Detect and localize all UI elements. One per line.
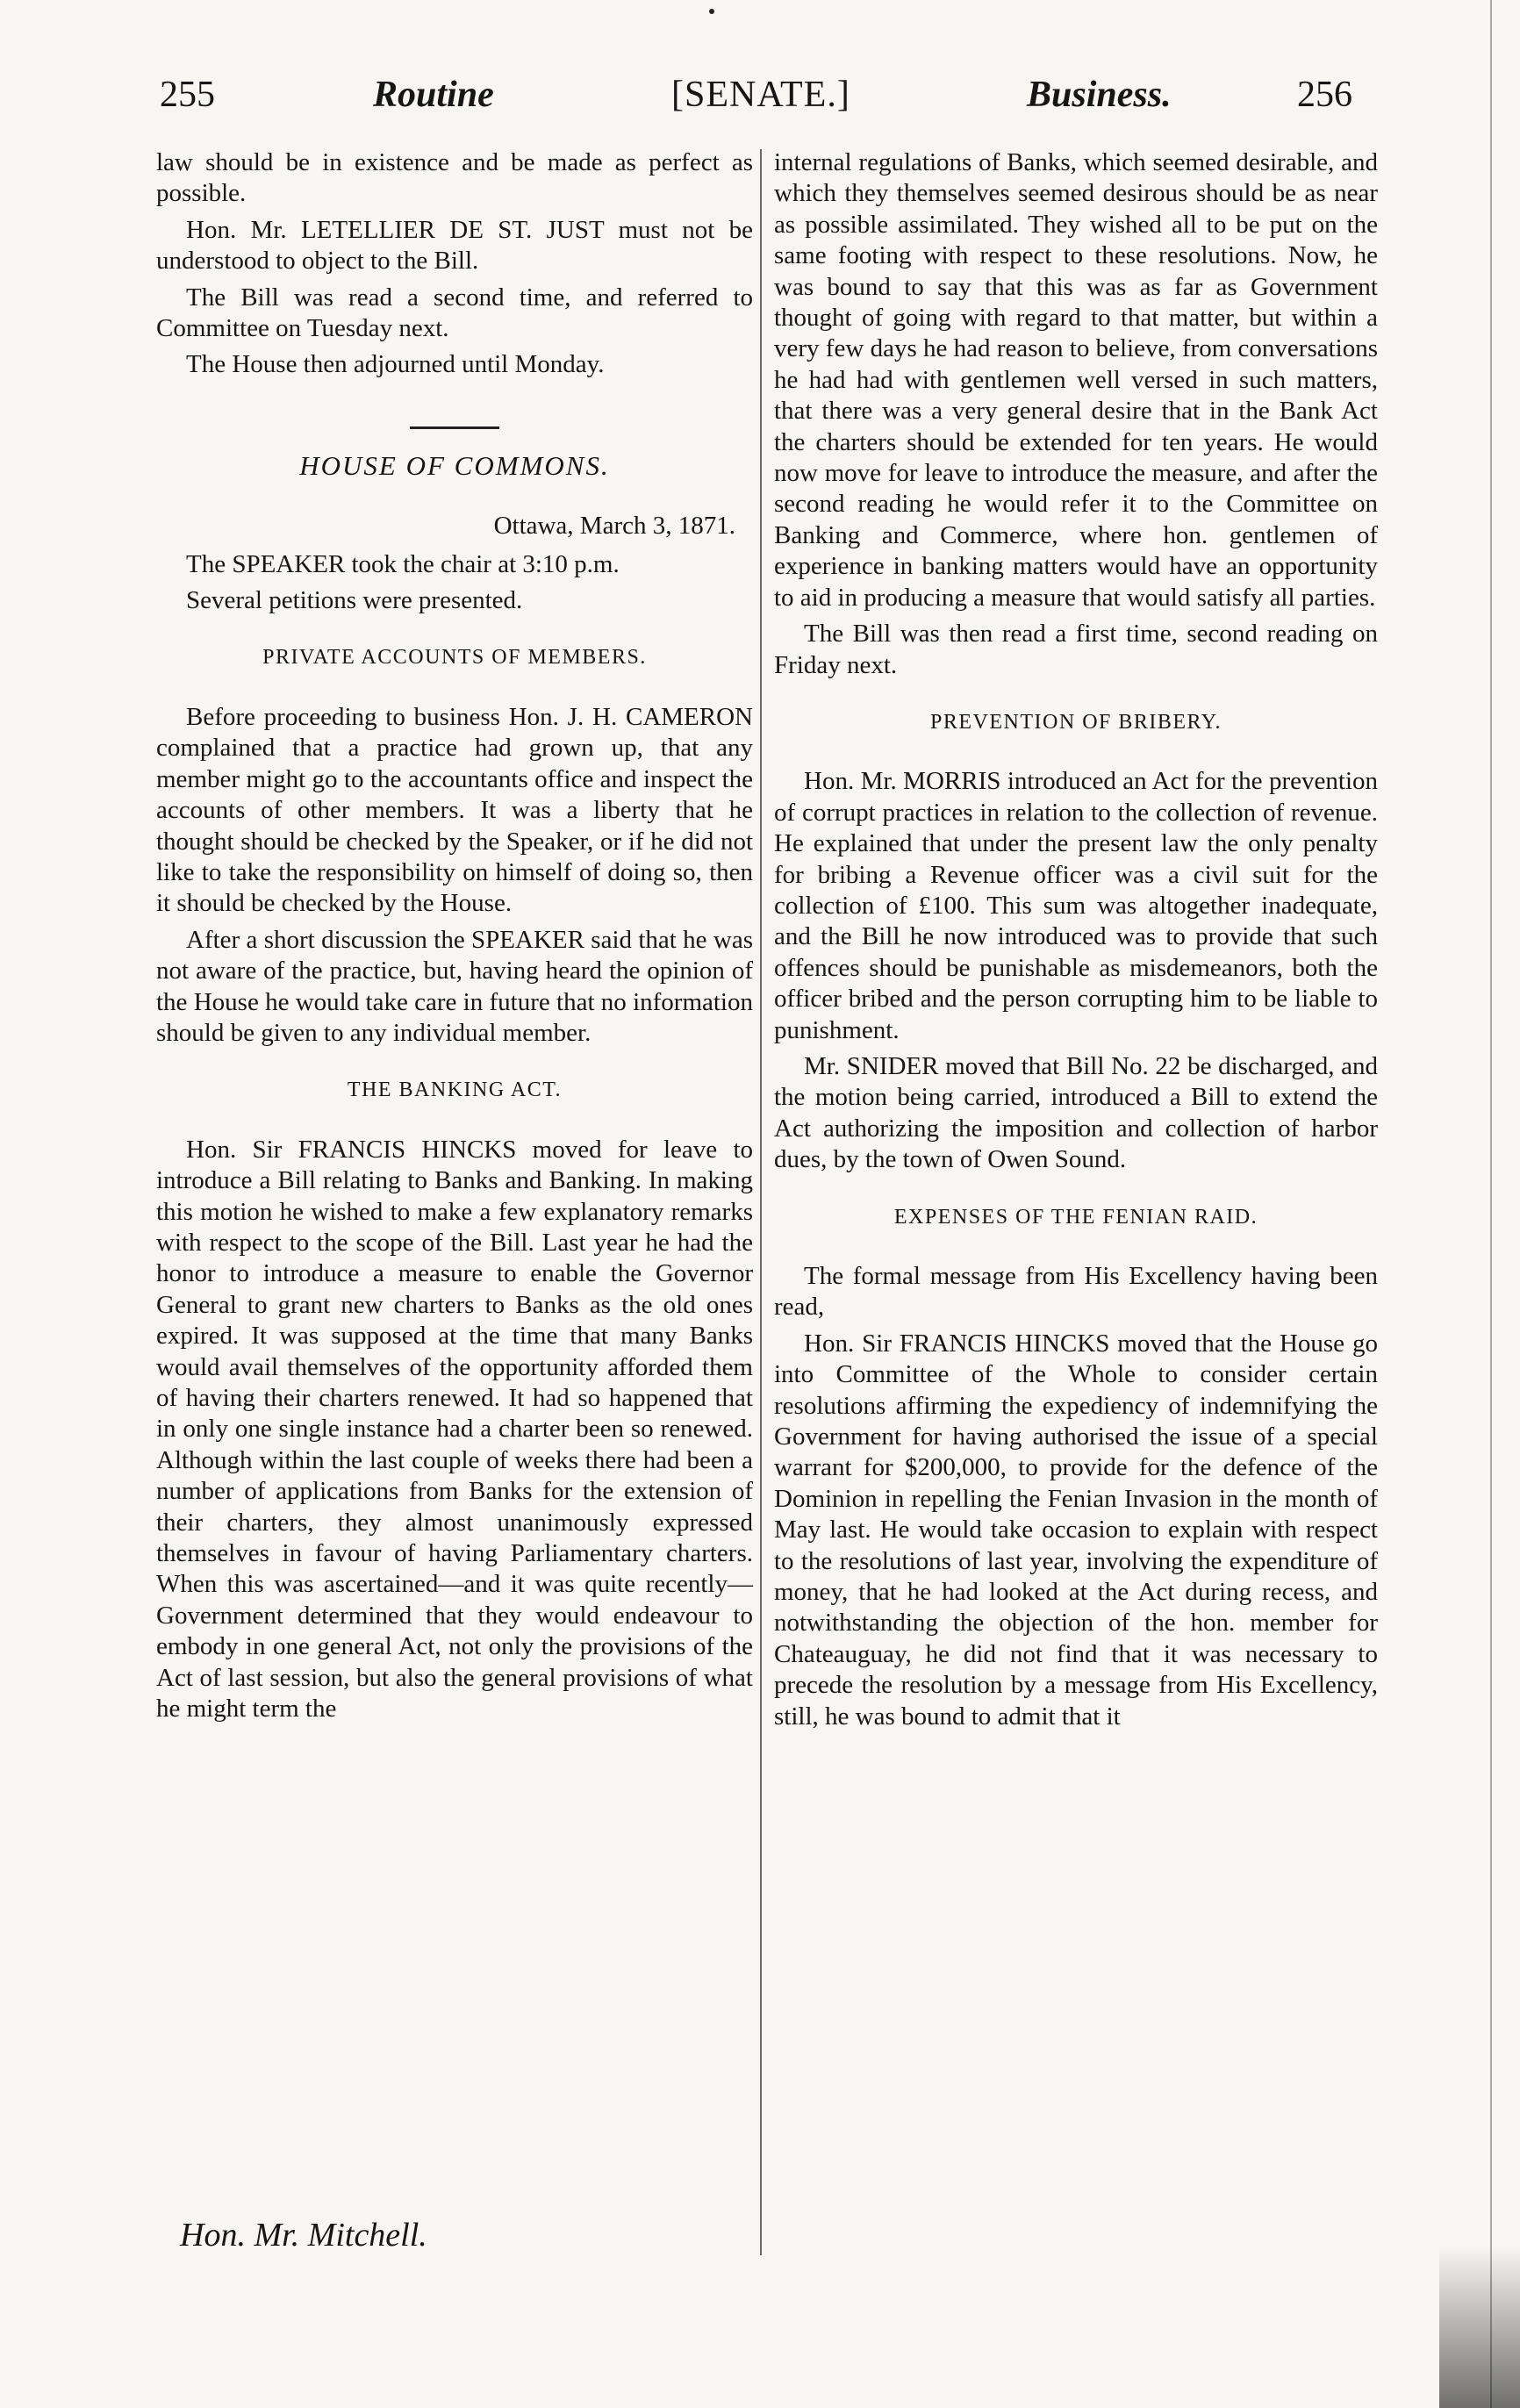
paragraph: Before proceeding to business Hon. J. H. CAMERON complained that a practice had grown up, that any member might go to the accountants office and inspect the accounts of other members. It was a liberty that he thought should be checked by the Speaker, or if he did not like to take the responsibility on himself of doing so, then it should be checked by the House. bbox=[156, 702, 753, 918]
header-center-title: [SENATE.] bbox=[671, 75, 850, 115]
left-column bbox=[156, 147, 753, 1730]
header-left-word: Routine bbox=[373, 75, 494, 115]
section-heading: THE BANKING ACT. bbox=[347, 1079, 563, 1102]
column-divider bbox=[760, 149, 762, 2255]
house-heading: HOUSE OF COMMONS. bbox=[299, 449, 610, 481]
ink-speck bbox=[709, 9, 714, 14]
section-heading: PREVENTION OF BRIBERY. bbox=[930, 710, 1222, 734]
footer-signature: Hon. Mr. Mitchell. bbox=[180, 2217, 427, 2254]
page-edge-line bbox=[1490, 0, 1492, 2408]
paragraph: The Bill was then read a first time, second reading on Friday next. bbox=[774, 620, 1378, 679]
section-rule bbox=[410, 426, 499, 429]
left-page-number: 255 bbox=[160, 75, 215, 115]
paragraph: Hon. Sir FRANCIS HINCKS moved for leave to introduce a Bill relating to Banks and Banking. In making this motion he wished to make a few explanatory remarks with respect to the scope of the Bill. Last year he had the honor to introduce a measure to enable the Governor General to grant new charters to Banks as the old ones expired. It was supposed at the time that many Banks would avail themselves of the opportunity afforded them of having their charters renewed. It had so happened that in only one single instance had a charter been so renewed. Although within the last couple of weeks there had been a number of applications from Banks for the extension of their charters, they almost unanimously expressed themselves in favour of having Parliamentary charters. When this was ascertained—and it was quite recently—Government determined that they would endeavour to embody in one general Act, not only the provisions of the Act of last session, but also the general provisions of what he might term the bbox=[156, 1135, 753, 1724]
right-column bbox=[774, 147, 1378, 1738]
paragraph: internal regulations of Banks, which seemed desirable, and which they themselves seemed desirous should be as near as possible assimilated. They wished all to be put on the same footing with respect to these resolutions. Now, he was bound to say that this was as far as Government thought of going with regard to that matter, but within a very few days he had reason to believe, from conversations he had had with gentlemen well versed in such matters, that there was a very general desire that in the Bank Act the charters should be extended for ten years. He would now move for leave to introduce the measure, and after the second reading he would refer it to the Committee on Banking and Commerce, where hon. gentlemen of experience in banking matters would have an opportunity to aid in producing a measure that would satisfy all parties. bbox=[774, 148, 1378, 612]
right-page-number: 256 bbox=[1297, 75, 1352, 115]
paragraph: Hon. Sir FRANCIS HINCKS moved that the House go into Committee of the Whole to consider certain resolutions affirming the expediency of indemnifying the Government for having authorised the issue of a special warrant for $200,000, to provide for the defence of the Dominion in repelling the Fenian Invasion in the month of May last. He would take occasion to explain with respect to the resolutions of last year, involving the expenditure of money, that he had looked at the Act during recess, and notwithstanding the objection of the hon. member for Chateauguay, he did not find that it was necessary to precede the resolution by a message from His Excellency, still, he was bound to admit that it bbox=[774, 1329, 1378, 1731]
running-header bbox=[149, 72, 1378, 133]
paragraph: Hon. Mr. MORRIS introduced an Act for the prevention of corrupt practices in relation to the collection of revenue. He explained that under the present law the only penalty for bribing a Revenue officer was a civil suit for the collection of £100. This sum was altogether inadequate, and the Bill he now introduced was to provide that such offences should be punishable as misdemeanors, both the officer bribed and the person corrupting him to be liable to punishment. bbox=[774, 767, 1378, 1044]
paragraph: law should be in existence and be made as perfect as possible. bbox=[156, 148, 753, 208]
header-right-word: Business. bbox=[1027, 75, 1172, 115]
dateline: Ottawa, March 3, 1871. bbox=[493, 512, 735, 541]
paragraph: After a short discussion the SPEAKER said that he was not aware of the practice, but, having heard the opinion of the House he would take care in future that no information should be given to any individual member. bbox=[156, 925, 753, 1047]
paragraph: The Bill was read a second time, and referred to Committee on Tuesday next. bbox=[156, 283, 753, 343]
section-heading: EXPENSES OF THE FENIAN RAID. bbox=[893, 1205, 1258, 1229]
page-edge-shadow bbox=[1439, 2247, 1520, 2408]
paragraph: The House then adjourned until Monday. bbox=[186, 350, 605, 379]
paragraph: The formal message from His Excellency having been read, bbox=[774, 1262, 1378, 1322]
paragraph: The SPEAKER took the chair at 3:10 p.m. bbox=[186, 549, 620, 578]
section-heading: PRIVATE ACCOUNTS OF MEMBERS. bbox=[262, 646, 647, 670]
paragraph: Several petitions were presented. bbox=[186, 586, 523, 615]
paragraph: Hon. Mr. LETELLIER DE ST. JUST must not be understood to object to the Bill. bbox=[156, 215, 753, 276]
paragraph: Mr. SNIDER moved that Bill No. 22 be discharged, and the motion being carried, introduced a Bill to extend the Act authorizing the imposition and collection of harbor dues, by the town of Owen Sound. bbox=[774, 1051, 1378, 1174]
